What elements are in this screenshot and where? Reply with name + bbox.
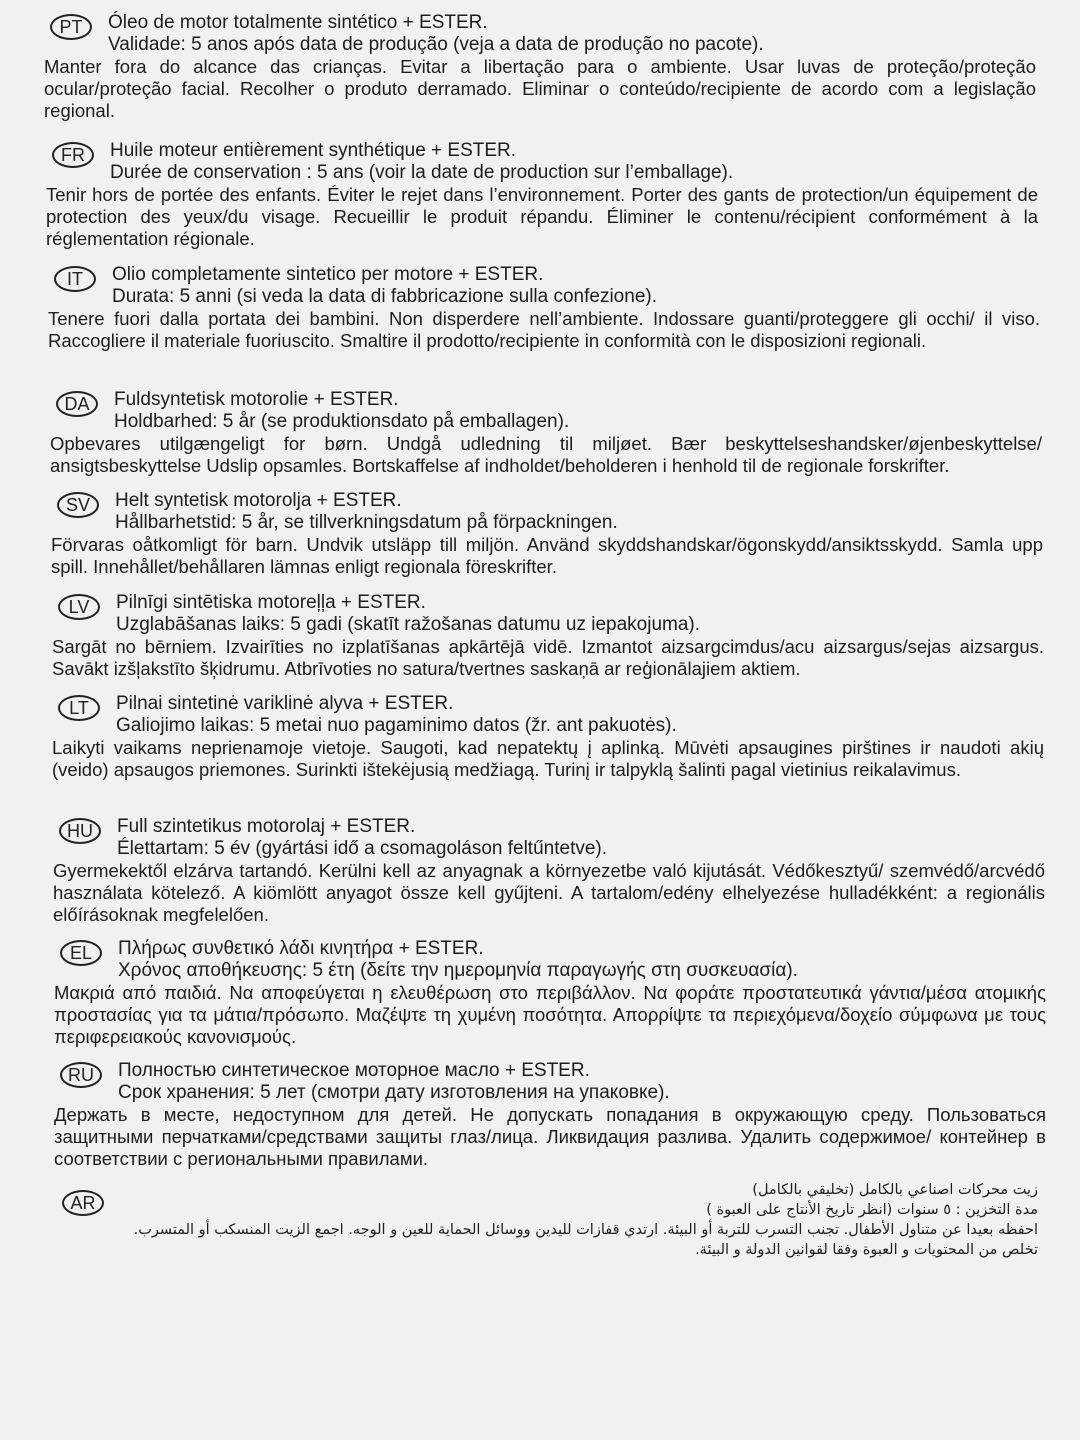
product-title-da: Fuldsyntetisk motorolie + ESTER.	[114, 389, 399, 410]
arabic-shelf-life: مدة التخزين : ٥ سنوات (انظر تاريخ الأنتاج على العبوة )	[706, 1202, 1038, 1218]
product-title-lv: Pilnīgi sintētiska motoreļļa + ESTER.	[116, 592, 426, 613]
shelf-life-el: Χρόνος αποθήκευσης: 5 έτη (δείτε την ημερομηνία παραγωγής στη συσκευασία).	[118, 960, 798, 981]
shelf-life-it: Durata: 5 anni (si veda la data di fabbricazione sulla confezione).	[112, 286, 657, 307]
language-badge-sv: SV	[57, 492, 99, 518]
language-badge-ar: AR	[62, 1190, 104, 1216]
language-badge-pt: PT	[50, 14, 92, 40]
safety-text-sv: Förvaras oåtkomligt för barn. Undvik utsläpp till miljön. Använd skyddshandskar/ögonskydd/ansiktsskydd. Samla upp spill. Innehållet/behållaren lämnas enligt regionala föreskrifter.	[51, 534, 1043, 577]
safety-text-ru: Держать в месте, недоступном для детей. Не допускать попадания в окружающую среду. Пользоваться защитными перчатками/средствами защиты глаз/лица. Ликвидация разлива. Удалить содержимое/ контейнер в соответствии с региональными правилами.	[54, 1104, 1046, 1169]
language-badge-hu: HU	[59, 818, 101, 844]
section-ar	[58, 1180, 1038, 1270]
product-title-fr: Huile moteur entièrement synthétique + ESTER.	[110, 140, 517, 161]
product-title-pt: Óleo de motor totalmente sintético + ESTER.	[108, 12, 488, 33]
shelf-life-lv: Uzglabāšanas laiks: 5 gadi (skatīt ražošanas datumu uz iepakojuma).	[116, 614, 701, 635]
shelf-life-lt: Galiojimo laikas: 5 metai nuo pagaminimo datos (žr. ant pakuotės).	[116, 715, 677, 736]
product-title-lt: Pilnai sintetinė variklinė alyva + ESTER.	[116, 693, 454, 714]
product-title-hu: Full szintetikus motorolaj + ESTER.	[117, 816, 416, 837]
shelf-life-ru: Срок хранения: 5 лет (смотри дату изготовления на упаковке).	[118, 1082, 670, 1103]
language-badge-fr: FR	[52, 142, 94, 168]
arabic-safety-text: احفظه بعيدا عن متناول الأطفال. تجنب التسرب للتربة أو البيئة. ارتدي قفازات لليدين ووسائل الحماية للعين و الوجه. اجمع الزيت المنسكب أو المتسرب.	[133, 1222, 1038, 1238]
shelf-life-sv: Hållbarhetstid: 5 år, se tillverkningsdatum på förpackningen.	[115, 512, 618, 533]
safety-text-pt: Manter fora do alcance das crianças. Evitar a libertação para o ambiente. Usar luvas de proteção/proteção ocular/proteção facial. Recolher o produto derramado. Eliminar o conteúdo/recipiente de acordo com a legislação regional.	[44, 56, 1036, 121]
product-title-el: Πλήρως συνθετικό λάδι κινητήρα + ESTER.	[118, 938, 484, 959]
safety-text-lt: Laikyti vaikams neprienamoje vietoje. Saugoti, kad nepatektų į aplinką. Mūvėti apsaugines pirštines ir naudoti akių (veido) apsaugos priemones. Surinkti ištekėjusią medžiagą. Turinį ir talpyklą šalinti pagal vietinius reikalavimus.	[52, 737, 1044, 780]
safety-text-lv: Sargāt no bērniem. Izvairīties no izplatīšanas apkārtējā vidē. Izmantot aizsargcimdus/acu aizsargus/sejas aizsargus. Savākt izšļakstīto šķidrumu. Atbrīvoties no satura/tvertnes saskaņā ar reģionālajiem aktiem.	[52, 636, 1044, 679]
safety-text-da: Opbevares utilgængeligt for børn. Undgå udledning til miljøet. Bær beskyttelseshandsker/øjenbeskyttelse/ ansigtsbeskyttelse Udslip opsamles. Bortskaffelse af indholdet/beholderen i henhold til de regionale forskrifter.	[50, 433, 1042, 476]
shelf-life-fr: Durée de conservation : 5 ans (voir la date de production sur l’emballage).	[110, 162, 734, 183]
arabic-text-block	[108, 1180, 1038, 1260]
arabic-product-title: زيت محركات اصناعي بالكامل (تخليقي بالكامل)	[752, 1182, 1038, 1198]
safety-text-el: Μακριά από παιδιά. Να αποφεύγεται η ελευθέρωση στο περιβάλλον. Να φοράτε προστατευτικά γάντια/μέσα ατομικής προστασίας για τα μάτια/πρόσωπο. Μαζέψτε τη χυμένη ποσότητα. Απορρίψτε τα περιεχόμενα/δοχείο σύμφωνα με τους περιφερειακούς κανονισμούς.	[54, 982, 1046, 1047]
language-badge-lv: LV	[58, 594, 100, 620]
language-badge-da: DA	[56, 391, 98, 417]
shelf-life-pt: Validade: 5 anos após data de produção (veja a data de produção no pacote).	[108, 34, 764, 55]
safety-text-it: Tenere fuori dalla portata dei bambini. Non disperdere nell’ambiente. Indossare guanti/proteggere gli occhi/ il viso. Raccogliere il materiale fuoriuscito. Smaltire il prodotto/recipiente in conformità con le disposizioni regionali.	[48, 308, 1040, 351]
language-badge-ru: RU	[60, 1062, 102, 1088]
product-title-ru: Полностью синтетическое моторное масло + ESTER.	[118, 1060, 590, 1081]
language-badge-lt: LT	[58, 695, 100, 721]
language-badge-it: IT	[54, 266, 96, 292]
shelf-life-da: Holdbarhed: 5 år (se produktionsdato på emballagen).	[114, 411, 570, 432]
safety-text-hu: Gyermekektől elzárva tartandó. Kerülni kell az anyagnak a környezetbe való kijutását. Védőkesztyű/ szemvédő/arcvédő használata kötelező. A kiömlött anyagot össze kell gyűjteni. A tartalom/edény elhelyezése hulladékként: a regionális előírásoknak megfelelően.	[53, 860, 1045, 925]
safety-text-fr: Tenir hors de portée des enfants. Éviter le rejet dans l’environnement. Porter des gants de protection/un équipement de protection des yeux/du visage. Recueillir le produit répandu. Éliminer le contenu/récipient conformément à la réglementation régionale.	[46, 184, 1038, 249]
arabic-disposal-text: تخلص من المحتويات و العبوة وفقا لقوانين الدولة و البيئة.	[695, 1242, 1038, 1258]
language-badge-el: EL	[60, 940, 102, 966]
product-title-it: Olio completamente sintetico per motore + ESTER.	[112, 264, 544, 285]
shelf-life-hu: Élettartam: 5 év (gyártási idő a csomagoláson feltűntetve).	[117, 838, 608, 859]
product-title-sv: Helt syntetisk motorolja + ESTER.	[115, 490, 402, 511]
